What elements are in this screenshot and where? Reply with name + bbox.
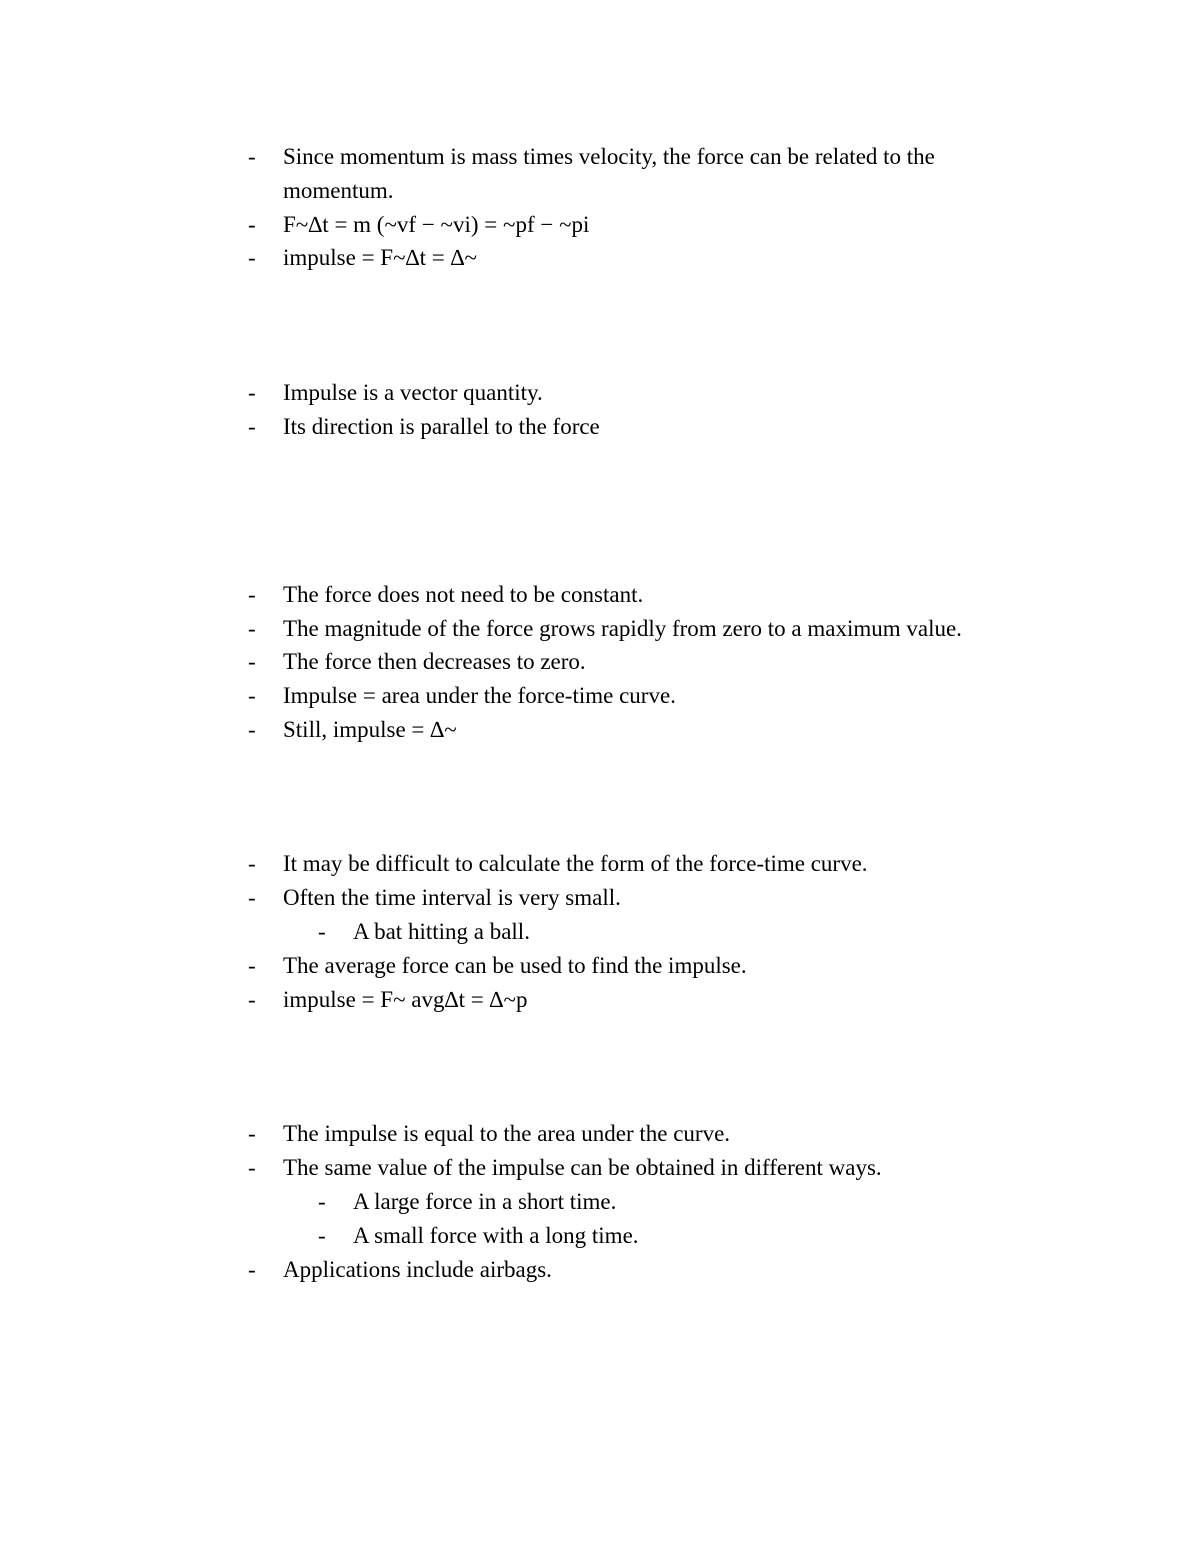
- list-item-text: Still, impulse = ∆~: [283, 717, 457, 742]
- bullet-dash: -: [248, 380, 256, 405]
- list-item-text: The same value of the impulse can be obtained in different ways.: [283, 1155, 882, 1180]
- list-item-text: F~∆t = m (~vf − ~vi) = ~pf − ~pi: [283, 212, 590, 237]
- list-item: [0, 376, 1200, 410]
- list-item-text: The impulse is equal to the area under the curve.: [283, 1121, 731, 1146]
- list-item-continuation: [0, 174, 1200, 208]
- list-item: [0, 713, 1200, 747]
- list-item: [0, 949, 1200, 983]
- list-item-text: The magnitude of the force grows rapidly from zero to a maximum value.: [283, 616, 962, 641]
- list-item: [0, 1117, 1200, 1151]
- bullet-dash: -: [248, 851, 256, 876]
- list-item-text: Impulse is a vector quantity.: [283, 380, 543, 405]
- bullet-dash: -: [318, 1223, 326, 1248]
- list-item: [0, 645, 1200, 679]
- list-item: [0, 1151, 1200, 1185]
- list-item: [0, 241, 1200, 275]
- list-item-text: A large force in a short time.: [353, 1189, 617, 1214]
- list-item-text: momentum.: [283, 178, 394, 203]
- bullet-dash: -: [318, 1189, 326, 1214]
- list-item-text: Applications include airbags.: [283, 1257, 552, 1282]
- bullet-dash: -: [248, 683, 256, 708]
- list-item-text: Since momentum is mass times velocity, the force can be related to the: [283, 144, 935, 169]
- list-item-text: A bat hitting a ball.: [353, 919, 530, 944]
- bullet-dash: -: [248, 885, 256, 910]
- list-item: [0, 208, 1200, 242]
- bullet-dash: -: [248, 1155, 256, 1180]
- bullet-dash: -: [248, 582, 256, 607]
- bullet-dash: -: [248, 616, 256, 641]
- list-item-text: The force does not need to be constant.: [283, 582, 644, 607]
- list-item-text: A small force with a long time.: [353, 1223, 639, 1248]
- list-item: [0, 983, 1200, 1017]
- sub-list-item: [0, 1185, 1200, 1219]
- bullet-dash: -: [248, 987, 256, 1012]
- list-item-text: Often the time interval is very small.: [283, 885, 621, 910]
- bullet-dash: -: [248, 212, 256, 237]
- list-item-text: It may be difficult to calculate the form of the force-time curve.: [283, 851, 868, 876]
- list-item: [0, 881, 1200, 915]
- list-item: [0, 140, 1200, 174]
- bullet-dash: -: [248, 144, 256, 169]
- bullet-dash: -: [248, 1121, 256, 1146]
- list-item: [0, 679, 1200, 713]
- bullet-dash: -: [248, 414, 256, 439]
- bullet-dash: -: [248, 245, 256, 270]
- list-item-text: Impulse = area under the force-time curve.: [283, 683, 676, 708]
- list-item-text: The average force can be used to find the impulse.: [283, 953, 747, 978]
- list-item: [0, 578, 1200, 612]
- list-item: [0, 410, 1200, 444]
- list-item-text: impulse = F~∆t = ∆~: [283, 245, 477, 270]
- bullet-dash: -: [318, 919, 326, 944]
- bullet-dash: -: [248, 1257, 256, 1282]
- sub-list-item: [0, 915, 1200, 949]
- sub-list-item: [0, 1219, 1200, 1253]
- list-item: [0, 847, 1200, 881]
- list-item: [0, 612, 1200, 646]
- list-item: [0, 1253, 1200, 1287]
- bullet-dash: -: [248, 717, 256, 742]
- list-item-text: Its direction is parallel to the force: [283, 414, 600, 439]
- bullet-dash: -: [248, 953, 256, 978]
- list-item-text: The force then decreases to zero.: [283, 649, 586, 674]
- bullet-dash: -: [248, 649, 256, 674]
- list-item-text: impulse = F~ avg∆t = ∆~p: [283, 987, 528, 1012]
